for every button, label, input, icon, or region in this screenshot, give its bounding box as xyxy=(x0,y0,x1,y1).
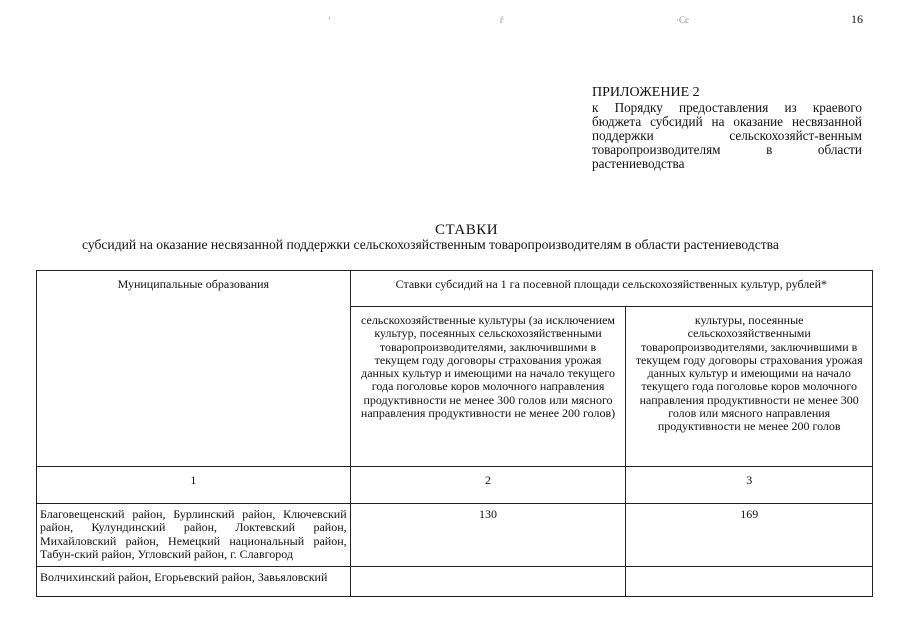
rate-cell-col2: 130 xyxy=(350,504,626,567)
appendix-text: к Порядку предоставления из краевого бюджета субсидий на оказание несвязанной поддержки сельскохозяйст-венным товаропроизводителям в области растениеводства xyxy=(592,100,862,171)
rate-cell-col3: 169 xyxy=(626,504,873,567)
document-title: СТАВКИ xyxy=(434,222,499,238)
scan-artifact-mark: ѓ xyxy=(500,15,504,25)
header-municipalities: Муниципальные образования xyxy=(37,271,351,467)
column-number: 2 xyxy=(350,467,626,504)
scan-artifact-mark: ‘ xyxy=(328,15,331,25)
column-numbers-row xyxy=(37,467,873,504)
table-row xyxy=(37,567,873,597)
table-header-row xyxy=(37,271,873,307)
column-number: 3 xyxy=(626,467,873,504)
municipalities-cell: Волчихинский район, Егорьевский район, Завьяловский xyxy=(37,567,351,597)
appendix-title: ПРИЛОЖЕНИЕ 2 xyxy=(592,85,700,100)
document-subtitle: субсидий на оказание несвязанной поддержки сельскохозяйственным товаропроизводителям в области растениеводства xyxy=(82,237,779,252)
header-rates: Ставки субсидий на 1 га посевной площади сельскохозяйственных культур, рублей* xyxy=(350,271,872,307)
table-row xyxy=(37,504,873,567)
municipalities-cell: Благовещенский район, Бурлинский район, Ключевский район, Кулундинский район, Локтевский район, Михайловский район, Немецкий национальный район, Табун-ский район, Угловский район, г. Славгород xyxy=(37,504,351,567)
rate-cell-col2 xyxy=(350,567,626,597)
appendix-block xyxy=(592,86,862,171)
subsidy-rates-table xyxy=(36,270,873,597)
subheader-col3: культуры, посеянные сельскохозяйственными товаропроизводителями, заключившими в текущем году договоры страхования урожая данных культур и имеющими на начало текущего года поголовье коров молочного направления продуктивности не менее 300 голов или мясного направления продуктивности не менее 200 голов xyxy=(626,307,873,467)
subheader-col2: сельскохозяйственные культуры (за исключением культур, посеянных сельскохозяйственными товаропроизводителями, заключившими в текущем году договоры страхования урожая данных культур и имеющими на начало текущего года поголовье коров молочного направления продуктивности не менее 300 голов или мясного направления продуктивности не менее 200 голов) xyxy=(350,307,626,467)
scan-artifact-mark: ·Сє xyxy=(676,15,689,25)
page-number: 16 xyxy=(851,12,863,26)
column-number: 1 xyxy=(37,467,351,504)
rate-cell-col3 xyxy=(626,567,873,597)
